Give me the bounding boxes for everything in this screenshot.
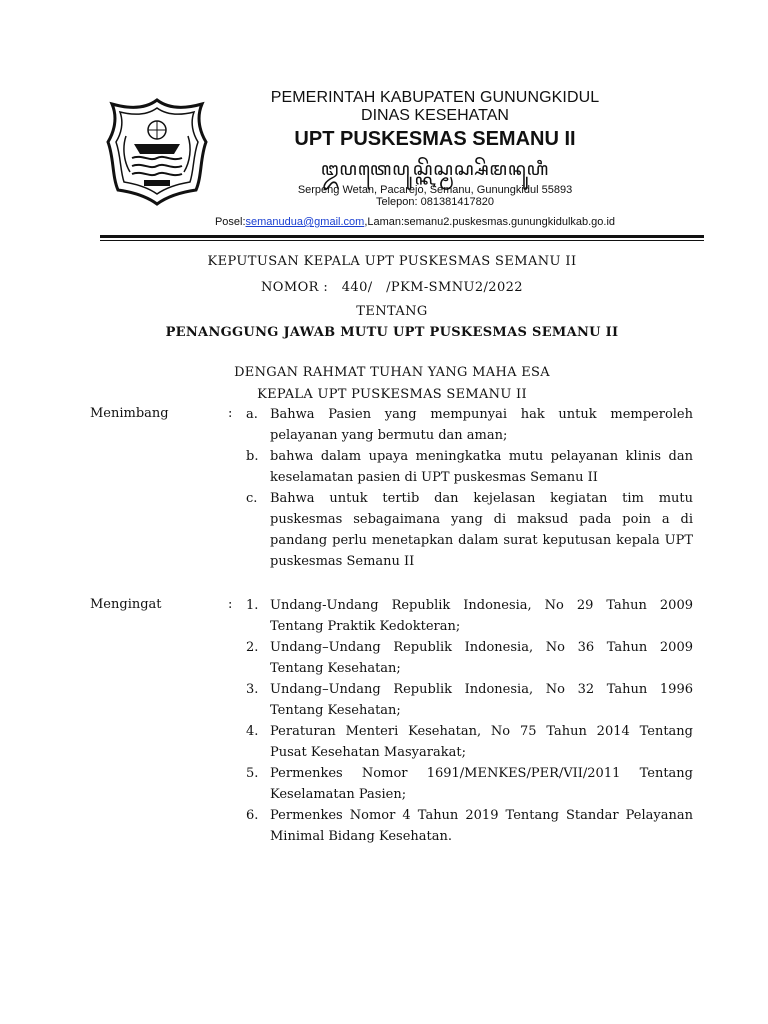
preamble-line-1: DENGAN RAHMAT TUHAN YANG MAHA ESA: [234, 365, 550, 380]
list-item: [246, 763, 693, 805]
agency-name: DINAS KESEHATAN: [361, 107, 509, 124]
item-marker: 1.: [246, 598, 259, 613]
menimbang-colon: :: [228, 406, 233, 421]
nomor-value: 440/ /PKM-SMNU2/2022: [341, 280, 523, 295]
list-item: [246, 721, 693, 763]
list-item: [246, 637, 693, 679]
phone: Telepon: 081381417820: [375, 196, 495, 208]
decree-title: KEPUTUSAN KEPALA UPT PUSKESMAS SEMANU II: [207, 254, 577, 269]
decree-subject: PENANGGUNG JAWAB MUTU UPT PUSKESMAS SEMANU II: [165, 325, 619, 340]
item-marker: 6.: [246, 808, 259, 823]
header-rule-thin: [100, 240, 704, 241]
item-marker: 4.: [246, 724, 259, 739]
decree-number: [90, 280, 694, 295]
item-text: Permenkes Nomor 4 Tahun 2019 Tentang Standar Pelayanan Minimal Bidang Kesehatan.: [270, 808, 693, 844]
item-marker: c.: [246, 491, 258, 506]
list-item: [246, 595, 693, 637]
item-marker: 2.: [246, 640, 259, 655]
regency-crest-icon: [104, 96, 210, 206]
item-text: Undang–Undang Republik Indonesia, No 32 Tahun 1996 Tentang Kesehatan;: [270, 682, 693, 718]
list-item: [246, 679, 693, 721]
email-link[interactable]: semanudua@gmail.com: [245, 216, 365, 228]
item-text: Undang–Undang Republik Indonesia, No 36 Tahun 2009 Tentang Kesehatan;: [270, 640, 693, 676]
item-text: Permenkes Nomor 1691/MENKES/PER/VII/2011 Tentang Keselamatan Pasien;: [270, 766, 693, 802]
address: Serpeng Wetan, Pacarejo, Semanu, Gunungkidul 55893: [297, 184, 573, 196]
item-marker: 5.: [246, 766, 259, 781]
posel-label: Posel:: [214, 216, 246, 228]
item-marker: a.: [246, 407, 258, 422]
item-marker: b.: [246, 449, 259, 464]
list-item: [246, 488, 693, 572]
item-text: Undang-Undang Republik Indonesia, No 29 Tahun 2009 Tentang Praktik Kedokteran;: [270, 598, 693, 634]
header-rule-thick: [100, 235, 704, 238]
mengingat-colon: :: [228, 597, 233, 612]
menimbang-list: [246, 404, 693, 572]
list-item: [246, 404, 693, 446]
item-text: Bahwa Pasien yang mempunyai hak untuk memperoleh pelayanan yang bermutu dan aman;: [270, 407, 693, 443]
list-item: [246, 446, 693, 488]
mengingat-label: Mengingat: [90, 597, 162, 612]
letterhead: [200, 88, 670, 208]
item-text: bahwa dalam upaya meningkatka mutu pelayanan klinis dan keselamatan pasien di UPT puskesmas Semanu II: [270, 449, 693, 485]
preamble-line-2: KEPALA UPT PUSKESMAS SEMANU II: [257, 387, 527, 402]
item-text: Bahwa untuk tertib dan kejelasan kegiatan tim mutu puskesmas sebagaimana yang di maksud pada poin a di pandang perlu menetapkan dalam surat keputusan kepala UPT puskesmas Semanu II: [270, 491, 693, 569]
contact-line: [120, 215, 710, 229]
list-item: [246, 805, 693, 847]
mengingat-list: [246, 595, 693, 847]
website-text: ,Laman:semanu2.puskesmas.gunungkidulkab.go.id: [364, 216, 616, 228]
javanese-script-line: ꦈꦥꦠꦺꦥꦸꦱ꧀ꦏꦼꦱ꧀ꦩꦱ꧀ꦱꦼꦩꦤꦸꦲꦶ: [320, 159, 550, 179]
tentang-heading: TENTANG: [356, 304, 428, 319]
institution-name: UPT PUSKESMAS SEMANU II: [294, 128, 576, 150]
menimbang-label: Menimbang: [90, 406, 169, 421]
government-name: PEMERINTAH KABUPATEN GUNUNGKIDUL: [270, 89, 600, 106]
item-marker: 3.: [246, 682, 259, 697]
item-text: Peraturan Menteri Kesehatan, No 75 Tahun 2014 Tentang Pusat Kesehatan Masyarakat;: [270, 724, 693, 760]
nomor-label: NOMOR :: [261, 280, 329, 295]
